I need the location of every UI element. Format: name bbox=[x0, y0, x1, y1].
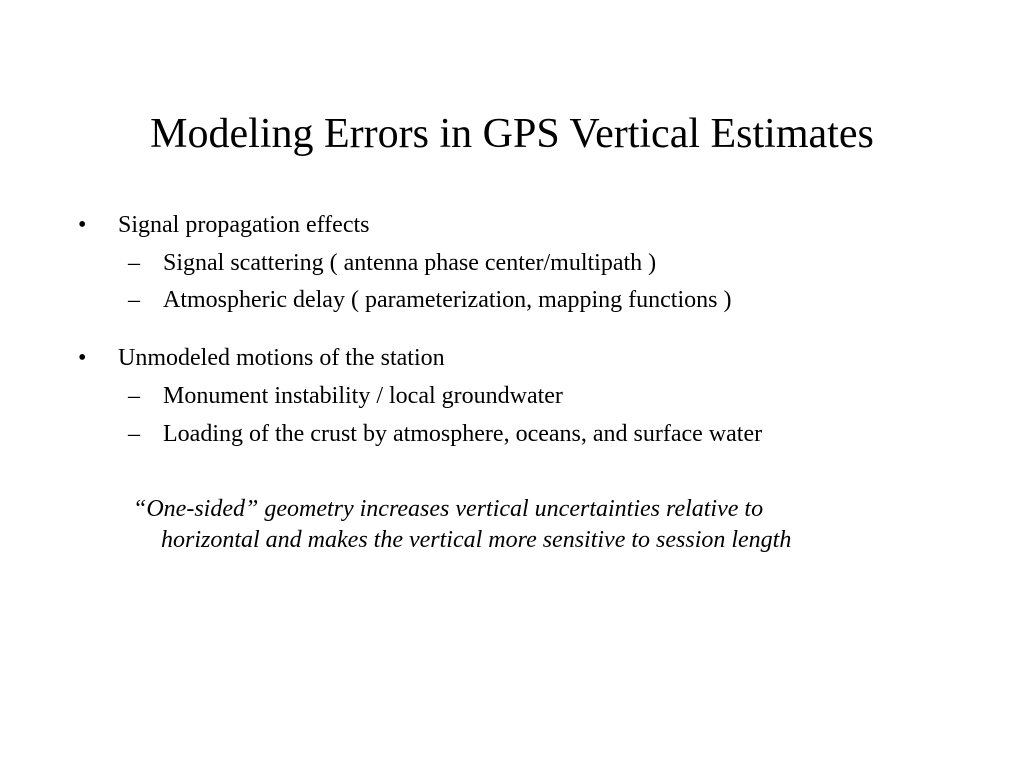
bullet-marker: • bbox=[78, 345, 87, 371]
dash-marker: – bbox=[128, 250, 140, 276]
bullet-text: Unmodeled motions of the station bbox=[118, 345, 445, 371]
sub-item-text: Monument instability / local groundwater bbox=[163, 383, 563, 409]
note-line-2: horizontal and makes the vertical more sensitive to session length bbox=[161, 527, 792, 553]
bullet-text: Signal propagation effects bbox=[118, 212, 370, 238]
sub-item-text: Signal scattering ( antenna phase center/multipath ) bbox=[163, 250, 657, 276]
note-line-1: “One-sided” geometry increases vertical uncertainties relative to bbox=[133, 496, 764, 522]
slide-title: Modeling Errors in GPS Vertical Estimates bbox=[150, 111, 874, 157]
dash-marker: – bbox=[128, 383, 140, 409]
dash-marker: – bbox=[128, 421, 140, 447]
bullet-marker: • bbox=[78, 212, 87, 238]
sub-item-text: Loading of the crust by atmosphere, oceans, and surface water bbox=[163, 421, 763, 447]
sub-item-text: Atmospheric delay ( parameterization, mapping functions ) bbox=[163, 287, 732, 313]
dash-marker: – bbox=[128, 287, 140, 313]
italic-note bbox=[133, 494, 933, 556]
